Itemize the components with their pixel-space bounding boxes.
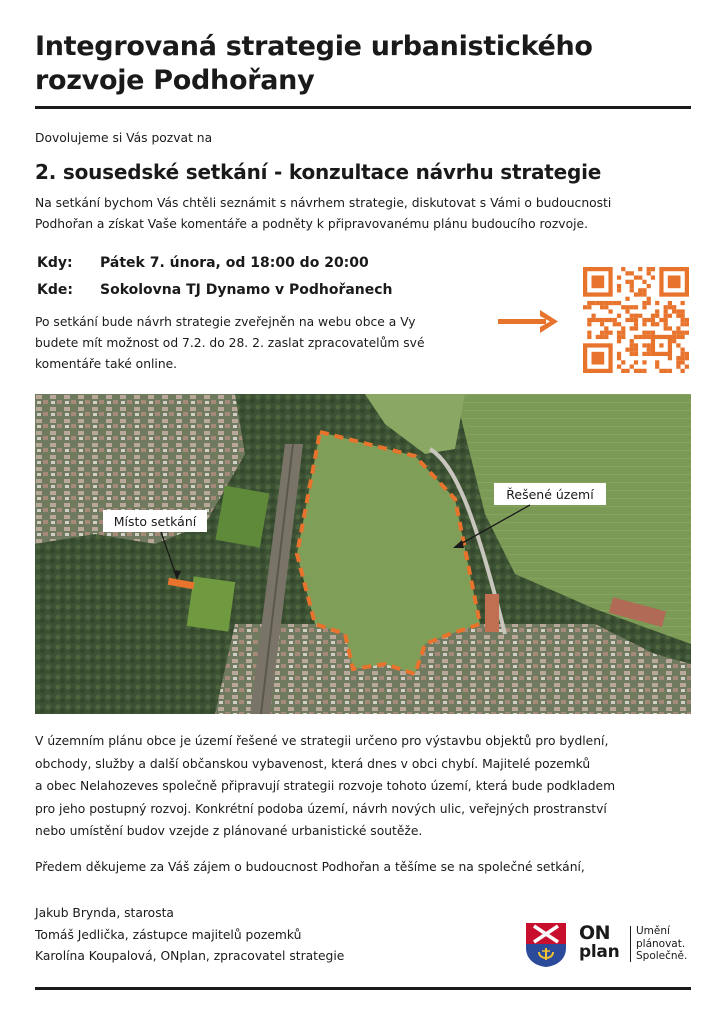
body-line: obchody, služby a další občanskou vybavenost, která dnes v obci chybí. Majitelé pozemků	[35, 756, 591, 771]
body-line: pro jeho postupný rozvoj. Konkrétní podoba území, návrh nových ulic, veřejných prostranství	[35, 801, 607, 816]
thanks-text: Předem děkujeme za Váš zájem o budoucnost Podhořan a těšíme se na společné setkání,	[35, 860, 585, 874]
tagline-line: Společně.	[636, 950, 688, 962]
label-meeting-text: Místo setkání	[113, 514, 197, 529]
when-value: Pátek 7. února, od 18:00 do 20:00	[100, 255, 369, 271]
invite-text: Dovolujeme si Vás pozvat na	[35, 131, 213, 145]
onplan-logo	[579, 923, 619, 961]
where-label: Kde:	[37, 282, 73, 298]
intro-line: Podhořan a získat Vaše komentáře a podněty k připravovanému plánu budoucího rozvoje.	[35, 217, 588, 231]
label-area-text: Řešené území	[506, 487, 594, 502]
where-value: Sokolovna TJ Dynamo v Podhořanech	[100, 282, 393, 298]
page-title	[35, 30, 695, 98]
aerial-map	[35, 394, 691, 714]
online-line: budete mít možnost od 7.2. do 28. 2. zaslat zpracovatelům své	[35, 336, 425, 350]
body-paragraph	[35, 730, 695, 843]
tagline-line: plánovat.	[636, 937, 686, 950]
municipality-crest-icon	[525, 922, 567, 968]
title-line-1: Integrovaná strategie urbanistického	[35, 31, 593, 62]
onplan-logo-plan: plan	[579, 942, 620, 962]
onplan-tagline	[636, 925, 687, 963]
intro-paragraph	[35, 193, 695, 235]
online-line: Po setkání bude návrh strategie zveřejněn na webu obce a Vy	[35, 315, 416, 329]
arrow-right-icon	[498, 308, 560, 334]
tagline-line: Umění	[636, 925, 670, 937]
label-study-area	[494, 483, 606, 505]
bottom-divider	[35, 987, 691, 990]
title-line-2: rozvoje Podhořany	[35, 65, 315, 96]
body-line: V územním plánu obce je území řešené ve strategii určeno pro výstavbu objektů pro bydlení,	[35, 734, 609, 748]
signer: Karolína Koupalová, ONplan, zpracovatel strategie	[35, 949, 345, 963]
when-label: Kdy:	[37, 255, 73, 271]
label-meeting-place	[103, 510, 207, 532]
body-line: nebo umístění budov vzejde z plánované urbanistické soutěže.	[35, 824, 423, 838]
online-paragraph	[35, 312, 495, 375]
signer: Tomáš Jedlička, zástupce majitelů pozemků	[35, 927, 302, 942]
event-subtitle: 2. sousedské setkání - konzultace návrhu strategie	[35, 160, 602, 184]
online-line: komentáře také online.	[35, 357, 178, 371]
signer: Jakub Brynda, starosta	[35, 906, 174, 920]
top-divider	[35, 106, 691, 109]
logo-separator	[630, 926, 631, 962]
intro-line: Na setkání bychom Vás chtěli seznámit s návrhem strategie, diskutovat s Vámi o budoucnosti	[35, 196, 612, 210]
onplan-logo-on: ON	[579, 922, 611, 944]
signers-list	[35, 903, 344, 968]
qr-code-icon[interactable]	[583, 267, 689, 373]
body-line: a obec Nelahozeves společně připravují strategii rozvoje tohoto území, která bude podkladem	[35, 779, 616, 793]
